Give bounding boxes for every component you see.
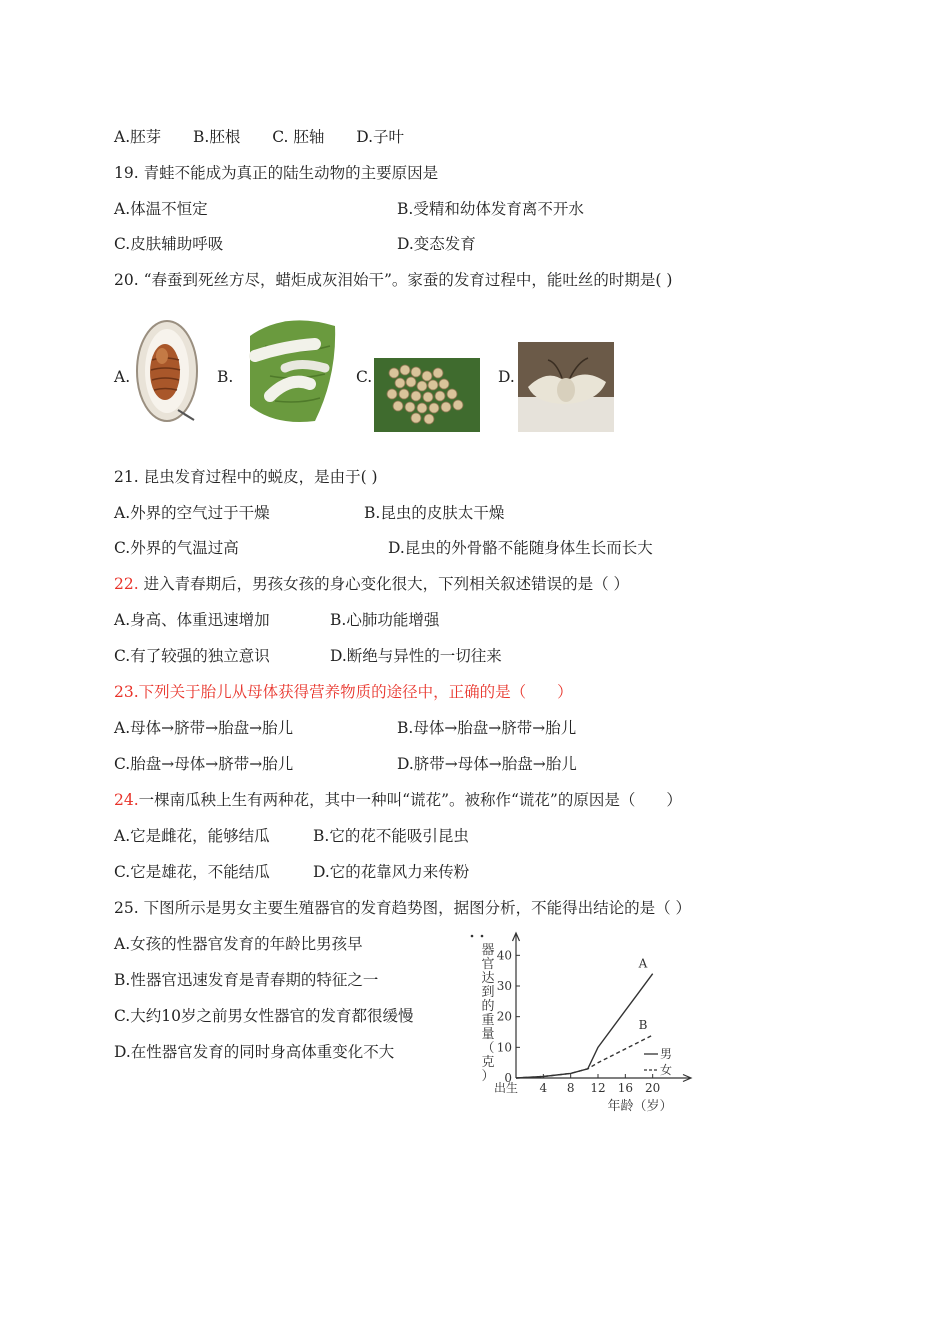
q20-option-b: B.: [217, 368, 234, 386]
q24-text: 一棵南瓜秧上生有两种花，其中一种叫“谎花”。被称作“谎花”的原因是（ ）: [138, 791, 682, 809]
y-axis-label-char: 达: [481, 971, 495, 986]
q22-stem: [114, 573, 629, 595]
y-tick-label: 10: [496, 1040, 512, 1055]
q19-option-c: C.皮肤辅助呼吸: [114, 235, 224, 253]
x-tick-label: 16: [617, 1081, 633, 1095]
y-tick-label: 20: [496, 1009, 512, 1024]
y-tick-label: 0: [504, 1071, 512, 1085]
series-end-label: B: [638, 1018, 648, 1033]
q24-number: 24.: [114, 791, 139, 809]
y-axis-label-char: 到: [481, 985, 495, 1000]
series-line-female: [516, 1035, 653, 1078]
y-axis-label-char: ）: [481, 1069, 495, 1084]
y-axis-label-char: 量: [481, 1027, 495, 1042]
q23-option-c: C.胎盘→母体→脐带→胎儿: [114, 755, 294, 773]
legend-label-female: 女: [660, 1063, 673, 1077]
q21-option-d: D.昆虫的外骨骼不能随身体生长而长大: [388, 539, 653, 557]
series-end-label: A: [638, 956, 648, 971]
q21-option-c: C.外界的气温过高: [114, 539, 239, 557]
moth-photo-icon: [518, 342, 614, 432]
y-axis-label-char: （: [481, 1041, 495, 1056]
q25-option-d: D.在性器官发育的同时身高体重变化不大: [114, 1043, 395, 1061]
y-tick-label: 40: [496, 948, 512, 963]
q22-number: 22.: [114, 575, 139, 593]
corner-dot: [471, 935, 474, 938]
organ-growth-chart: [452, 928, 702, 1118]
q22-option-c: C.有了较强的独立意识: [114, 647, 270, 665]
y-axis-label-char: 器: [481, 943, 495, 958]
q21-stem: 21. 昆虫发育过程中的蜕皮，是由于( ): [114, 468, 378, 486]
x-tick-label: 4: [539, 1081, 548, 1095]
q25-option-b: B.性器官迅速发育是青春期的特征之一: [114, 971, 379, 989]
q25-option-c: C.大约10岁之前男女性器官的发育都很缓慢: [114, 1007, 414, 1025]
q19-stem: 19. 青蛙不能成为真正的陆生动物的主要原因是: [114, 164, 439, 182]
q24-option-a: A.它是雌花，能够结瓜: [114, 827, 270, 845]
q24-option-b: B.它的花不能吸引昆虫: [313, 827, 469, 845]
series-line-male: [516, 974, 653, 1078]
q23-stem: 23.下列关于胎儿从母体获得营养物质的途径中，正确的是（ ）: [114, 683, 573, 701]
y-axis-label-char: 重: [481, 1013, 495, 1028]
q22-option-b: B.心肺功能增强: [330, 611, 440, 629]
y-axis-label-char: 的: [481, 999, 495, 1014]
x-tick-label: 12: [590, 1081, 606, 1095]
q24-option-d: D.它的花靠风力来传粉: [313, 863, 470, 881]
q23-option-b: B.母体→胎盘→脐带→胎儿: [397, 719, 577, 737]
q21-option-a: A.外界的空气过于干燥: [114, 504, 270, 522]
q19-option-d: D.变态发育: [397, 235, 476, 253]
q23-option-a: A.母体→脐带→胎盘→胎儿: [114, 719, 294, 737]
eggs-photo-icon: [374, 358, 480, 432]
y-tick-label: 30: [496, 979, 512, 993]
q20-option-a: A.: [114, 368, 131, 386]
q20-option-c: C.: [356, 368, 373, 386]
q25-stem: 25. 下图所示是男女主要生殖器官的发育趋势图，据图分析，不能得出结论的是（ ）: [114, 899, 692, 917]
x-tick-label: 出生: [493, 1081, 519, 1095]
q18-option-d: D.子叶: [356, 128, 405, 146]
q22-text: 进入青春期后，男孩女孩的身心变化很大，下列相关叙述错误的是（ ）: [138, 575, 630, 593]
q18-option-a: A.胚芽: [114, 128, 162, 146]
y-axis-label-char: 克: [481, 1055, 495, 1070]
q20-option-d: D.: [498, 368, 515, 386]
q22-option-a: A.身高、体重迅速增加: [114, 611, 270, 629]
y-axis-label-char: 官: [481, 957, 495, 972]
q25-option-a: A.女孩的性器官发育的年龄比男孩早: [114, 935, 363, 953]
q22-option-d: D.断绝与异性的一切往来: [330, 647, 502, 665]
q19-option-a: A.体温不恒定: [114, 200, 208, 218]
q20-stem: 20. “春蚕到死丝方尽，蜡炬成灰泪始干”。家蚕的发育过程中，能吐丝的时期是( ): [114, 271, 673, 289]
q19-option-b: B.受精和幼体发育离不开水: [397, 200, 584, 218]
x-tick-label: 20: [645, 1081, 661, 1095]
q18-option-c: C. 胚轴: [272, 128, 325, 146]
corner-dot: [481, 935, 484, 938]
q24-option-c: C.它是雄花，不能结瓜: [114, 863, 270, 881]
pupa-photo-icon: [134, 318, 200, 424]
q18-options: [114, 126, 404, 148]
legend-label-male: 男: [660, 1047, 673, 1061]
x-tick-label: 8: [566, 1081, 575, 1095]
x-axis-label: 年龄（岁）: [607, 1099, 673, 1114]
q21-option-b: B.昆虫的皮肤太干燥: [364, 504, 505, 522]
q23-option-d: D.脐带→母体→胎盘→胎儿: [397, 755, 577, 773]
q18-option-b: B.胚根: [193, 128, 241, 146]
q24-stem: [114, 789, 682, 811]
larva-photo-icon: [245, 306, 339, 428]
